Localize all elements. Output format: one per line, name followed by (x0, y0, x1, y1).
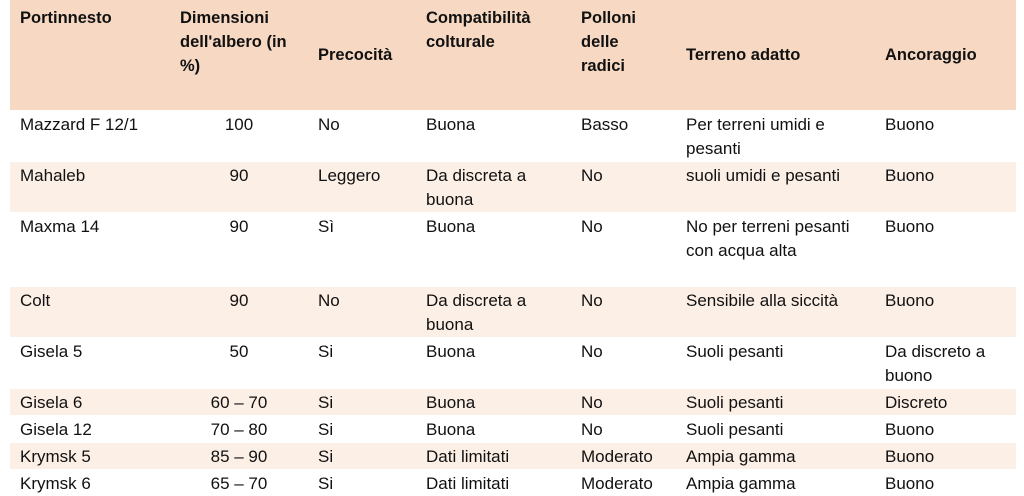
cell-root-suckers: No (571, 388, 676, 415)
cell-compatibility: Buona (416, 212, 571, 286)
cell-tree-size: 90 (170, 286, 308, 337)
table-header-row (10, 0, 1016, 110)
cell-root-suckers: No (571, 212, 676, 286)
cell-root-suckers: Basso (571, 110, 676, 161)
cell-tree-size: 70 – 80 (170, 415, 308, 442)
cell-rootstock: Krymsk 6 (10, 469, 170, 496)
cell-precocity: Si (308, 469, 416, 496)
cell-anchorage: Discreto (875, 388, 1016, 415)
cell-compatibility: Buona (416, 337, 571, 388)
cell-rootstock: Colt (10, 286, 170, 337)
rootstock-table-container (10, 0, 1016, 496)
cell-precocity: Sì (308, 212, 416, 286)
table-row (10, 469, 1016, 496)
cell-soil: No per terreni pesanti con acqua alta (676, 212, 875, 286)
cell-tree-size: 100 (170, 110, 308, 161)
cell-compatibility: Buona (416, 388, 571, 415)
cell-tree-size: 65 – 70 (170, 469, 308, 496)
cell-tree-size: 90 (170, 161, 308, 212)
header-rootstock: Portinnesto (20, 9, 112, 27)
cell-root-suckers: No (571, 161, 676, 212)
cell-soil: Suoli pesanti (676, 388, 875, 415)
cell-root-suckers: No (571, 337, 676, 388)
cell-anchorage: Da discreto a buono (875, 337, 1016, 388)
table-row (10, 337, 1016, 388)
rootstock-table (10, 0, 1016, 496)
table-row (10, 161, 1016, 212)
cell-precocity: Si (308, 337, 416, 388)
cell-precocity: No (308, 110, 416, 161)
cell-tree-size: 85 – 90 (170, 442, 308, 469)
cell-precocity: Si (308, 388, 416, 415)
header-compatibility: Compatibilità colturale (426, 9, 531, 51)
table-row (10, 442, 1016, 469)
cell-soil: Suoli pesanti (676, 337, 875, 388)
table-row (10, 388, 1016, 415)
cell-anchorage: Buono (875, 286, 1016, 337)
cell-rootstock: Mazzard F 12/1 (10, 110, 170, 161)
cell-precocity: No (308, 286, 416, 337)
cell-soil: suoli umidi e pesanti (676, 161, 875, 212)
header-tree-size: Dimensioni dell'albero (in %) (180, 9, 287, 75)
cell-rootstock: Maxma 14 (10, 212, 170, 286)
cell-soil: Per terreni umidi e pesanti (676, 110, 875, 161)
cell-tree-size: 50 (170, 337, 308, 388)
cell-compatibility: Da discreta a buona (416, 161, 571, 212)
cell-precocity: Leggero (308, 161, 416, 212)
cell-rootstock: Krymsk 5 (10, 442, 170, 469)
cell-soil: Ampia gamma (676, 469, 875, 496)
cell-root-suckers: Moderato (571, 442, 676, 469)
header-anchorage: Ancoraggio (885, 45, 977, 64)
cell-rootstock: Mahaleb (10, 161, 170, 212)
cell-soil: Ampia gamma (676, 442, 875, 469)
table-row (10, 415, 1016, 442)
cell-precocity: Si (308, 415, 416, 442)
cell-tree-size: 60 – 70 (170, 388, 308, 415)
cell-soil: Suoli pesanti (676, 415, 875, 442)
cell-anchorage: Buono (875, 110, 1016, 161)
cell-anchorage: Buono (875, 442, 1016, 469)
cell-rootstock: Gisela 5 (10, 337, 170, 388)
cell-rootstock: Gisela 12 (10, 415, 170, 442)
cell-compatibility: Buona (416, 415, 571, 442)
header-precocity: Precocità (318, 45, 393, 64)
cell-anchorage: Buono (875, 469, 1016, 496)
cell-anchorage: Buono (875, 212, 1016, 286)
header-soil: Terreno adatto (686, 45, 801, 64)
cell-root-suckers: Moderato (571, 469, 676, 496)
cell-root-suckers: No (571, 415, 676, 442)
table-row (10, 110, 1016, 161)
cell-compatibility: Dati limitati (416, 469, 571, 496)
cell-compatibility: Dati limitati (416, 442, 571, 469)
cell-compatibility: Da discreta a buona (416, 286, 571, 337)
cell-anchorage: Buono (875, 161, 1016, 212)
table-row (10, 286, 1016, 337)
table-row (10, 212, 1016, 286)
header-root-suckers: Polloni delle radici (581, 9, 636, 75)
cell-rootstock: Gisela 6 (10, 388, 170, 415)
cell-compatibility: Buona (416, 110, 571, 161)
cell-precocity: Si (308, 442, 416, 469)
cell-root-suckers: No (571, 286, 676, 337)
cell-tree-size: 90 (170, 212, 308, 286)
cell-anchorage: Buono (875, 415, 1016, 442)
cell-soil: Sensibile alla siccità (676, 286, 875, 337)
